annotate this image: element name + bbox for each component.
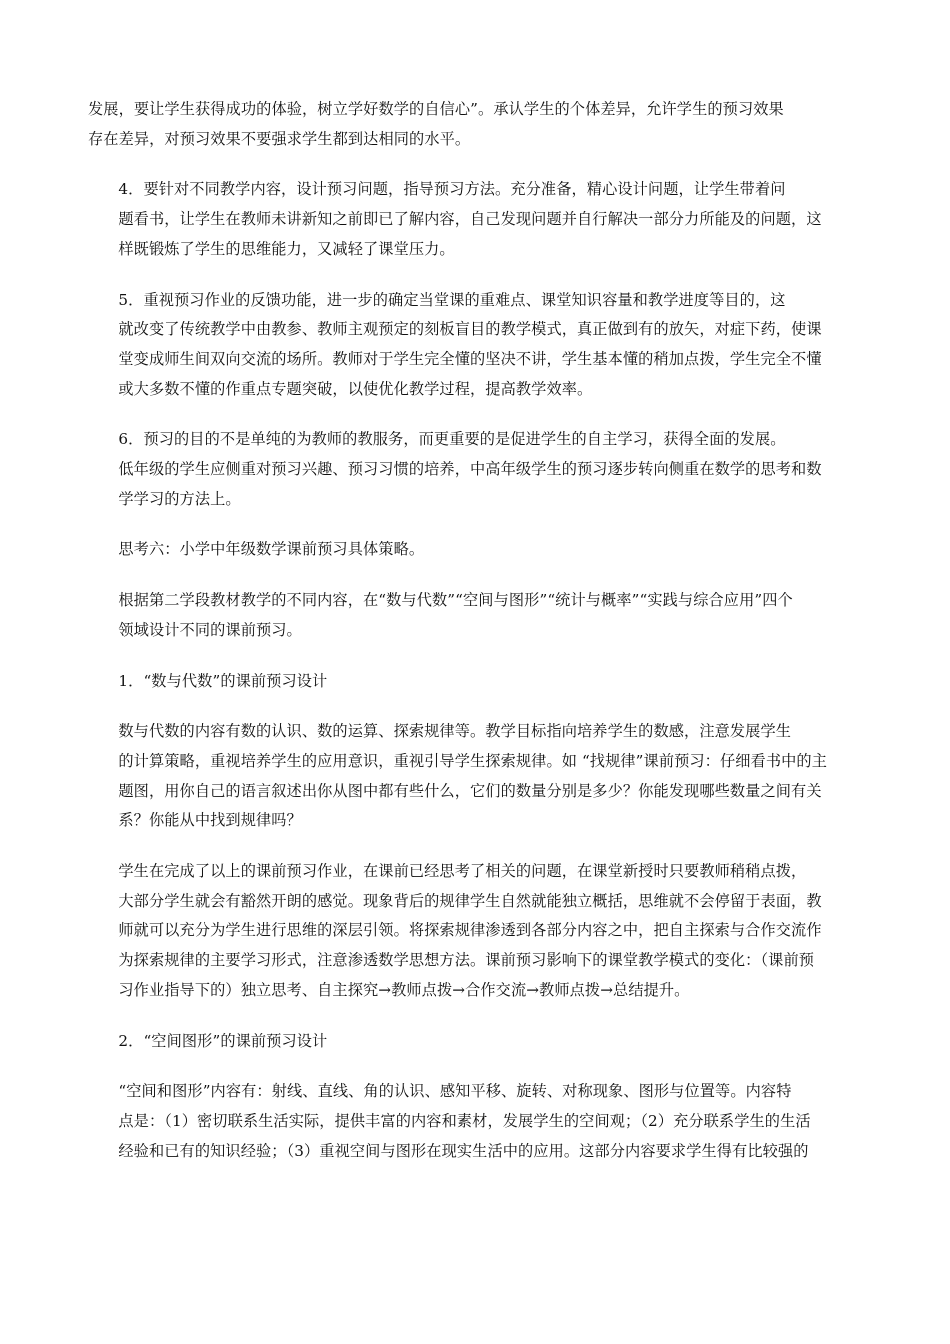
- text-line: 的计算策略，重视培养学生的应用意识，重视引导学生探索规律。如 “找规律”课前预习：仔细看书中的主: [118, 751, 827, 770]
- text-line: 存在差异，对预习效果不要强求学生都到达相同的水平。: [88, 129, 471, 148]
- text-line: 领域设计不同的课前预习。: [118, 620, 302, 639]
- text-line: 习作业指导下的）独立思考、自主探究→教师点拨→合作交流→教师点拨→总结提升。: [118, 980, 690, 999]
- paragraph-point-6: [88, 425, 863, 514]
- text-line: 思考六：小学中年级数学课前预习具体策略。: [118, 540, 425, 559]
- text-line: 低年级的学生应侧重对预习兴趣、预习习惯的培养，中高年级学生的预习逐步转向侧重在数学的思考和数: [118, 460, 822, 479]
- text-line: 发展，要让学生获得成功的体验，树立学好数学的自信心”。承认学生的个体差异，允许学生的预习效果: [88, 100, 784, 118]
- text-line: 为探索规律的主要学习形式，注意渗透数学思想方法。课前预习影响下的课堂教学模式的变化：（课前预: [118, 951, 815, 970]
- text-line: 2．“空间图形”的课前预习设计: [118, 1031, 328, 1050]
- text-line: 题图，用你自己的语言叙述出你从图中都有些什么，它们的数量分别是多少？你能发现哪些数量之间有关: [118, 781, 822, 800]
- paragraph-space-figures-content: [88, 1077, 863, 1166]
- text-line: “空间和图形”内容有：射线、直线、角的认识、感知平移、旋转、对称现象、图形与位置等。内容特: [118, 1082, 792, 1101]
- section-heading-thought-six: [88, 535, 863, 565]
- paragraph-number-algebra-content: [88, 717, 863, 836]
- text-line: 学生在完成了以上的课前预习作业，在课前已经思考了相关的问题，在课堂新授时只要教师稍稍点拨，: [118, 862, 807, 881]
- paragraph-point-5: [88, 286, 863, 405]
- text-line: 6．预习的目的不是单纯的为教师的教服务，而更重要的是促进学生的自主学习，获得全面的发展。: [118, 430, 786, 449]
- text-line: 大部分学生就会有豁然开朗的感觉。现象背后的规律学生自然就能独立概括，思维就不会停留于表面，教: [118, 891, 822, 910]
- paragraph-four-domains: [88, 586, 863, 645]
- text-line: 系？你能从中找到规律吗？: [118, 811, 302, 830]
- text-line: 数与代数的内容有数的认识、数的运算、探索规律等。教学目标指向培养学生的数感，注意发展学生: [118, 722, 792, 741]
- paragraph-preview-effect: [88, 857, 863, 1006]
- text-line: 样既锻炼了学生的思维能力，又减轻了课堂压力。: [118, 239, 455, 258]
- text-line: 堂变成师生间双向交流的场所。教师对于学生完全懂的坚决不讲，学生基本懂的稍加点拨，学生完全不懂: [118, 349, 822, 368]
- text-line: 或大多数不懂的作重点专题突破，以使优化教学过程，提高教学效率。: [118, 379, 593, 398]
- paragraph-self-confidence: [88, 95, 863, 154]
- text-line: 根据第二学段教材教学的不同内容，在“数与代数”“空间与图形”“统计与概率”“实践与综合应用”四个: [118, 591, 793, 610]
- text-line: 师就可以充分为学生进行思维的深层引领。将探索规律渗透到各部分内容之中，把自主探索与合作交流作: [118, 921, 822, 940]
- subheading-number-algebra: [88, 667, 863, 697]
- text-line: 题看书，让学生在教师未讲新知之前即已了解内容，自己发现问题并自行解决一部分力所能及的问题，这: [118, 210, 822, 229]
- text-line: 就改变了传统教学中由教参、教师主观预定的刻板盲目的教学模式，真正做到有的放矢，对症下药，使课: [118, 320, 822, 339]
- text-line: 1．“数与代数”的课前预习设计: [118, 671, 328, 690]
- text-line: 学学习的方法上。: [118, 489, 241, 508]
- text-line: 点是：（1）密切联系生活实际，提供丰富的内容和素材，发展学生的空间观；（2）充分联系学生的生活: [118, 1111, 811, 1130]
- text-line: 经验和已有的知识经验；（3）重视空间与图形在现实生活中的应用。这部分内容要求学生得有比较强的: [118, 1141, 809, 1160]
- paragraph-point-4: [88, 175, 863, 264]
- subheading-space-figures: [88, 1027, 863, 1057]
- text-line: 5．重视预习作业的反馈功能，进一步的确定当堂课的重难点、课堂知识容量和教学进度等目的，这: [118, 290, 786, 309]
- text-line: 4．要针对不同教学内容，设计预习问题，指导预习方法。充分准备，精心设计问题，让学生带着问: [118, 180, 786, 199]
- document-page: [88, 95, 863, 1187]
